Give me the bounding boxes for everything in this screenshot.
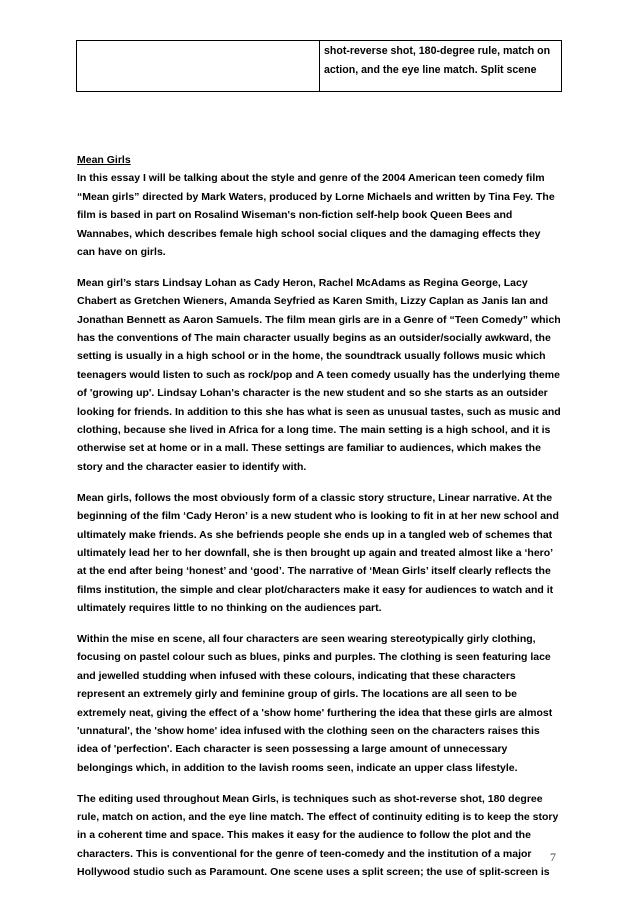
table-row [77,41,562,92]
essay-body [77,151,561,894]
essay-paragraph-intro [77,151,561,261]
page-number: 7 [550,850,556,864]
essay-paragraph-cast: Mean girl’s stars Lindsay Lohan as Cady Heron, Rachel McAdams as Regina George, Lacy Chabert as Gretchen Wieners, Amanda Seyfried as Karen Smith, Lizzy Caplan as Janis Ian and Jonathan Bennett as Aaron Samuels. The film mean girls are in a Genre of “Teen Comedy” which has the conventions of The main character usually begins as an outsider/socially awkward, the setting is usually in a high school or in the home, the soundtrack usually follows music which teenagers would listen to such as rock/pop and A teen comedy usually has the underlying theme of 'growing up'. Lindsay Lohan's character is the new student and so she starts as an outsider looking for friends. In addition to this she has what is seen as unusual tastes, such as music and clothing, because she lived in Africa for a long time. The main setting is a high school, and it is otherwise set at home or in a mall. These settings are familiar to audiences, which makes the story and the character easier to identify with. [77,276,561,473]
table-cell-empty [77,41,320,92]
essay-paragraph-mise-en-scene: Within the mise en scene, all four characters are seen wearing stereotypically girly clothing, focusing on pastel colour such as blues, pinks and purples. The clothing is seen featuring lace and jewelled studding when infused with these colours, indicating that these characters represent an extremely girly and feminine group of girls. The locations are all seen to be extremely neat, giving the effect of a 'show home' furthering the idea that these girls are almost 'unnatural', the 'show home' idea infused with the clothing seen on the characters raises this idea of 'perfection'. Each character is seen possessing a large amount of unnecessary belongings which, in addition to the lavish rooms seen, indicate an upper class lifestyle. [77,632,553,774]
paragraph-text: In this essay I will be talking about the style and genre of the 2004 American teen comedy film “Mean girls” directed by Mark Waters, produced by Lorne Michaels and written by Tina Fey. The film is based in part on Rosalind Wiseman's non-fiction self-help book Queen Bees and Wannabes, which describes female high school social cliques and the damaging effects they can have on girls. [77,172,555,259]
essay-title: Mean Girls [77,154,131,166]
essay-paragraph-editing: The editing used throughout Mean Girls, is techniques such as shot-reverse shot, 180 degree rule, match on action, and the eye line match. The effect of continuity editing is to keep the story in a coherent time and space. This makes it easy for the audience to follow the plot and the characters. This is conventional for the genre of teen-comedy and the institution of a major Hollywood studio such as Paramount. One scene uses a split screen; the use of split-screen is [77,792,559,879]
table-cell-text: shot-reverse shot, 180-degree rule, match on action, and the eye line match. Split scene [320,41,562,92]
essay-paragraph-narrative: Mean girls, follows the most obviously form of a classic story structure, Linear narrative. At the beginning of the film ‘Cady Heron’ is a new student who is looking to fit in at her new school and ultimately make friends. As she befriends people she ends up in a tangled web of schemes that ultimately lead her to her downfall, she is then brought up again and treated almost like a ‘hero’ at the end after being ‘honest’ and ‘good’. The narrative of ‘Mean Girls’ itself clearly reflects the films institution, the simple and clear plot/characters make it easy for audiences to watch and it ultimately requires little to no thinking on the audiences part. [77,491,559,615]
continuation-table [76,40,562,92]
